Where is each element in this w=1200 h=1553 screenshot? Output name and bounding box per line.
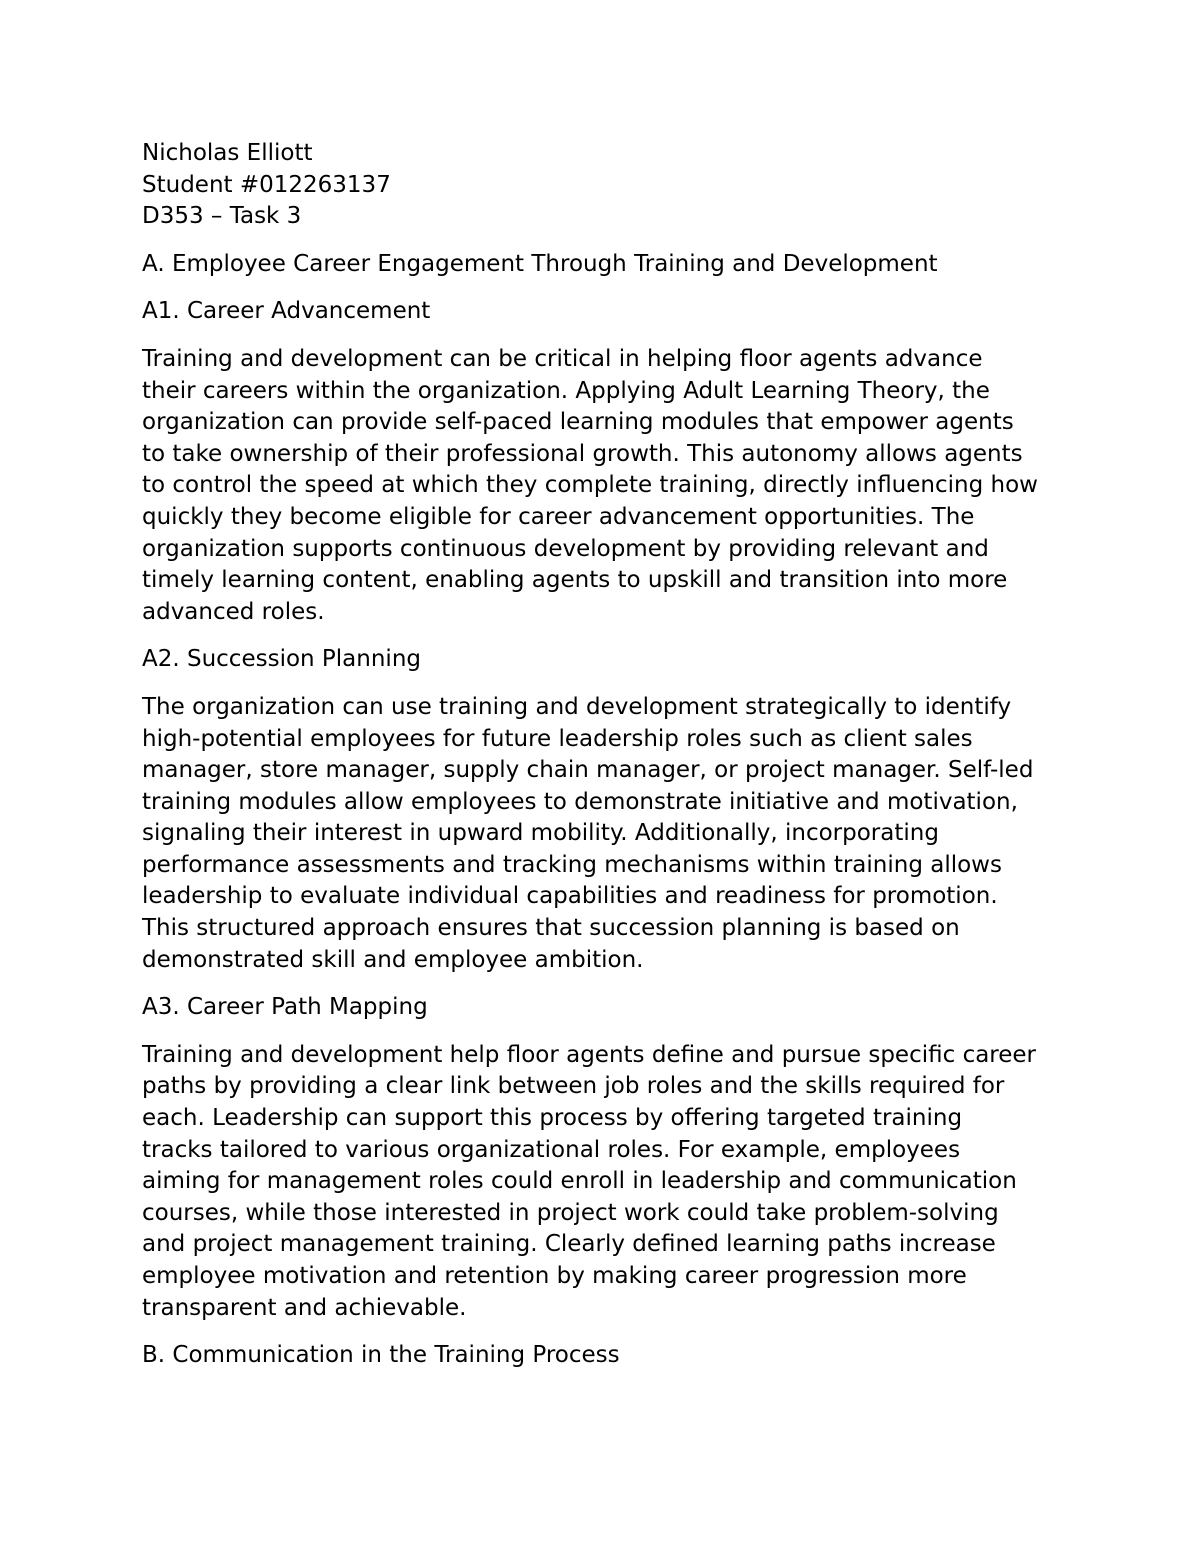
student-number: Student #012263137 [142,171,391,198]
author-header [142,138,1072,233]
course-task: D353 – Task 3 [142,203,302,230]
section-a2-heading: A2. Succession Planning [142,646,421,673]
section-a3-heading: A3. Career Path Mapping [142,994,428,1021]
section-a3-body: Training and development help floor agents define and pursue specific career paths by providing a clear link between job roles and the skills required for each. Leadership can support this process by offering targeted training tracks tailored to various organizational roles. For example, employees aiming for management roles could enroll in leadership and communication courses, while those interested in project work could take problem-solving and project management training. Clearly defined learning paths increase employee motivation and retention by making career progression more transparent and achievable. [142,1041,1037,1321]
section-b-heading: B. Communication in the Training Process [142,1342,620,1369]
section-a2-body: The organization can use training and development strategically to identify high-potential employees for future leadership roles such as client sales manager, store manager, supply chain manager, or project manager. Self-led training modules allow employees to demonstrate initiative and motivation, signaling their interest in upward mobility. Additionally, incorporating performance assessments and tracking mechanisms within training allows leadership to evaluate individual capabilities and readiness for promotion. This structured approach ensures that succession planning is based on demonstrated skill and employee ambition. [142,693,1034,973]
author-name: Nicholas Elliott [142,140,313,166]
document-content [142,138,1072,1372]
section-a-heading: A. Employee Career Engagement Through Training and Development [142,250,938,277]
section-a1-heading: A1. Career Advancement [142,298,431,325]
section-a1-body: Training and development can be critical in helping floor agents advance their careers within the organization. Applying Adult Learning Theory, the organization can provide self-paced learning modules that empower agents to take ownership of their professional growth. This autonomy allows agents to control the speed at which they complete training, directly influencing how quickly they become eligible for career advancement opportunities. The organization supports continuous development by providing relevant and timely learning content, enabling agents to upskill and transition into more advanced roles. [142,345,1038,625]
